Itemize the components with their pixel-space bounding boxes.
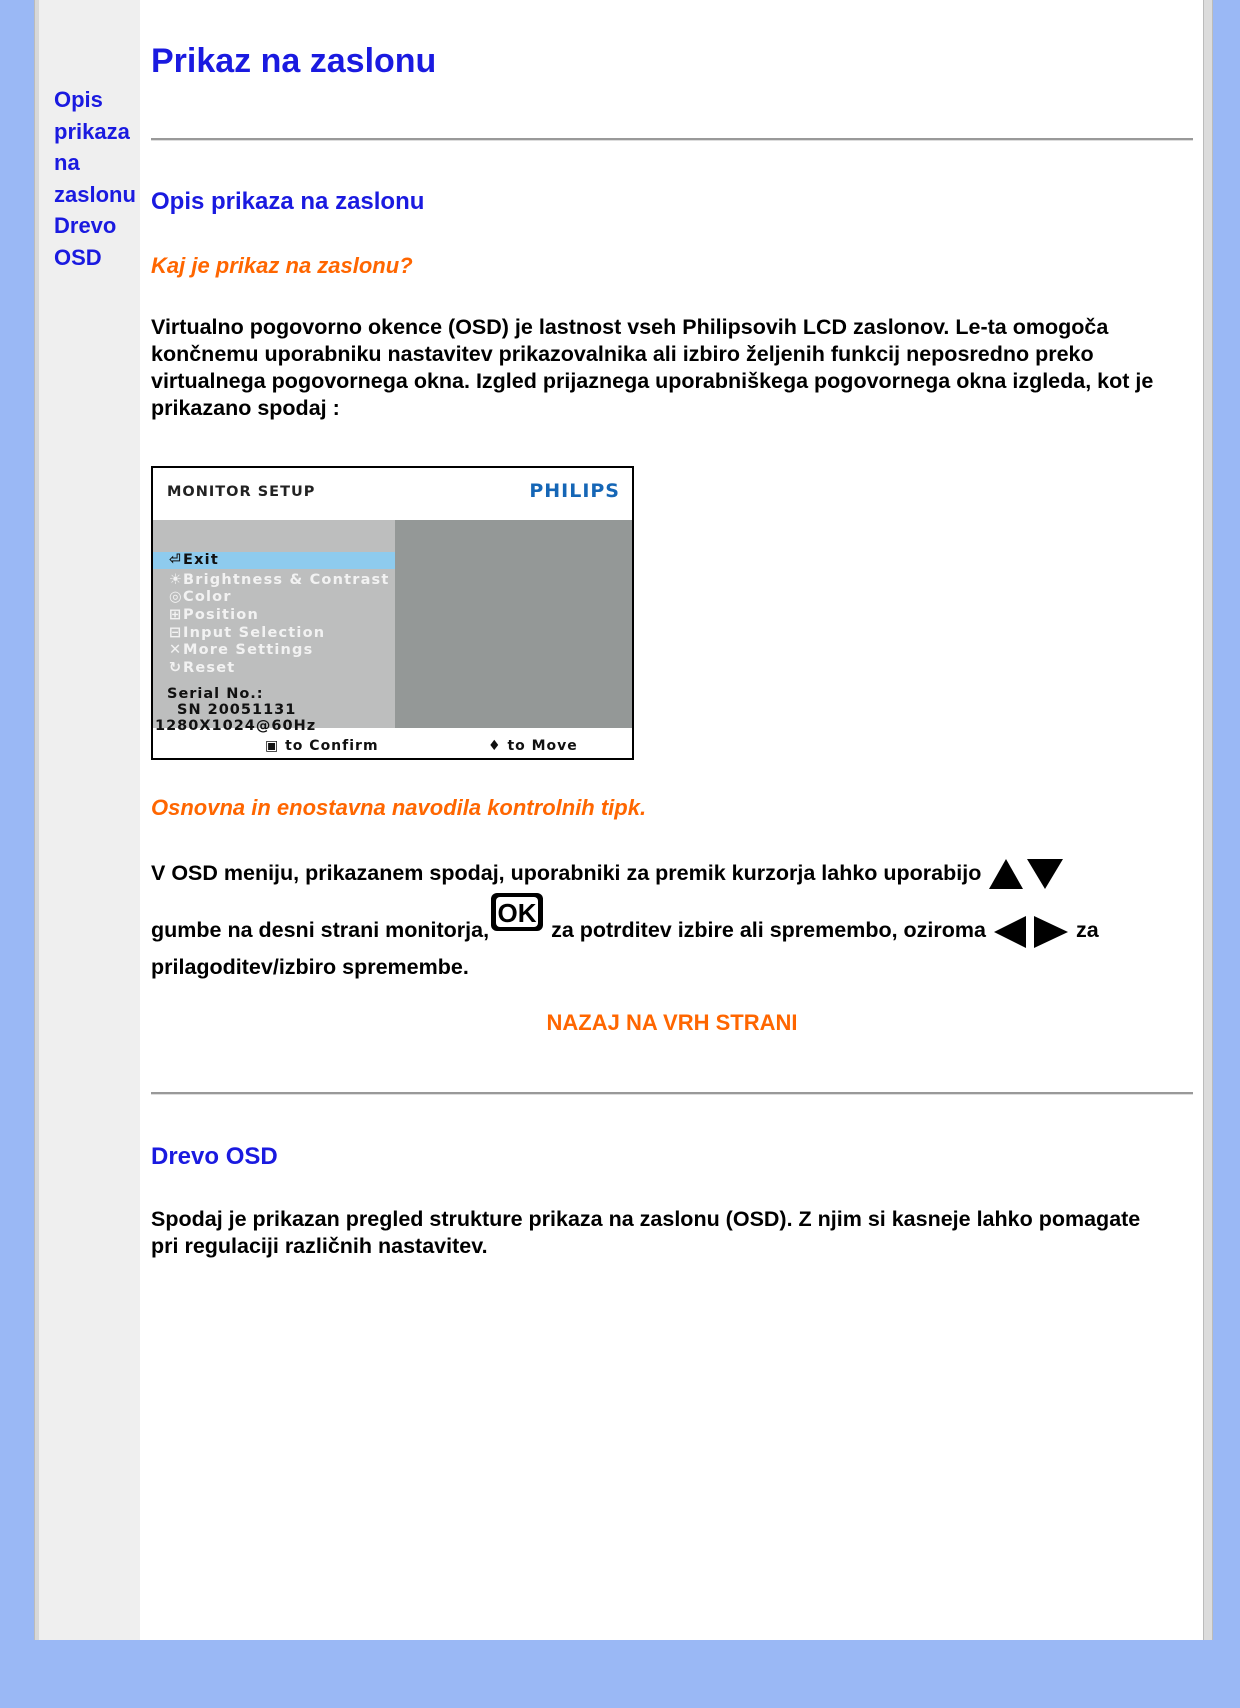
osd-item-more: ✕More Settings bbox=[169, 642, 314, 658]
osd-confirm-hint: ▣ to Confirm bbox=[265, 738, 379, 754]
svg-text:OK: OK bbox=[497, 898, 537, 929]
osd-resolution: 1280X1024@60Hz bbox=[155, 718, 317, 734]
section-heading-drevo: Drevo OSD bbox=[151, 1143, 278, 1170]
osd-menu-panel bbox=[153, 520, 395, 734]
osd-item-brightness: ☀Brightness & Contrast bbox=[169, 572, 390, 588]
subheading-kaj-je: Kaj je prikaz na zaslonu? bbox=[151, 253, 413, 278]
osd-title: MONITOR SETUP bbox=[167, 484, 316, 500]
left-right-arrows-icon bbox=[992, 914, 1070, 950]
osd-item-color: ◎Color bbox=[169, 589, 232, 605]
back-to-top-link[interactable]: NAZAJ NA VRH STRANI bbox=[546, 1010, 798, 1035]
osd-move-hint: ♦ to Move bbox=[488, 738, 578, 754]
osd-item-input: ⊟Input Selection bbox=[169, 625, 326, 641]
reset-icon: ↻ bbox=[169, 660, 183, 676]
settings-icon: ✕ bbox=[169, 642, 183, 658]
sidebar-link-drevo[interactable]: Drevo OSD bbox=[54, 213, 117, 270]
sidebar-link-opis[interactable]: Opis prikaza na zaslonu bbox=[54, 87, 136, 207]
osd-submenu-panel bbox=[395, 520, 632, 728]
up-down-arrows-icon bbox=[987, 857, 1065, 891]
osd-item-reset: ↻Reset bbox=[169, 660, 236, 676]
controls-paragraph: V OSD meniju, prikazanem spodaj, uporabniki za premik kurzorja lahko uporabijo gumbe na desni strani monitorja, OK za potrditev izbire ali spremembo, oziroma za prilagoditev/izbiro spremembe. bbox=[151, 856, 1181, 984]
page-title: Prikaz na zaslonu bbox=[151, 42, 437, 80]
intro-paragraph: Virtualno pogovorno okence (OSD) je lastnost vseh Philipsovih LCD zaslonov. Le-ta omogoča končnemu uporabniku nastavitev prikazovalnika ali izbiro željenih funkcij neposredno preko virtualnega pogovornega okna. Izgled prijaznega uporabniškega pogovornega okna izgleda, kot je prikazano spodaj : bbox=[151, 315, 1154, 420]
divider bbox=[151, 138, 1193, 141]
input-icon: ⊟ bbox=[169, 625, 183, 641]
osd-item-position: ⊞Position bbox=[169, 607, 259, 623]
section-heading-opis: Opis prikaza na zaslonu bbox=[151, 188, 425, 215]
frame-border-right bbox=[1203, 0, 1213, 1640]
exit-icon: ⏎ bbox=[169, 552, 183, 568]
sun-icon: ☀ bbox=[169, 572, 184, 588]
page-frame-right bbox=[1213, 0, 1240, 1640]
palette-icon: ◎ bbox=[169, 589, 183, 605]
confirm-icon: ▣ bbox=[265, 738, 280, 754]
osd-serial-value: SN 20051131 bbox=[177, 702, 297, 718]
subheading-navodila: Osnovna in enostavna navodila kontrolnih tipk. bbox=[151, 795, 647, 820]
divider bbox=[151, 1092, 1193, 1095]
sidebar-nav bbox=[54, 84, 144, 273]
position-icon: ⊞ bbox=[169, 607, 183, 623]
osd-serial-label: Serial No.: bbox=[167, 686, 264, 702]
drevo-paragraph: Spodaj je prikazan pregled strukture prikaza na zaslonu (OSD). Z njim si kasneje lahko pomagate pri regulaciji različnih nastavitev. bbox=[151, 1207, 1141, 1258]
updown-icon: ♦ bbox=[488, 738, 502, 754]
osd-item-exit: ⏎Exit bbox=[153, 552, 395, 569]
page-frame-bottom bbox=[0, 1640, 1240, 1708]
osd-menu-image bbox=[151, 466, 634, 760]
philips-logo: PHILIPS bbox=[529, 480, 620, 502]
ok-button-icon bbox=[489, 891, 545, 941]
page-frame-left bbox=[0, 0, 34, 1640]
